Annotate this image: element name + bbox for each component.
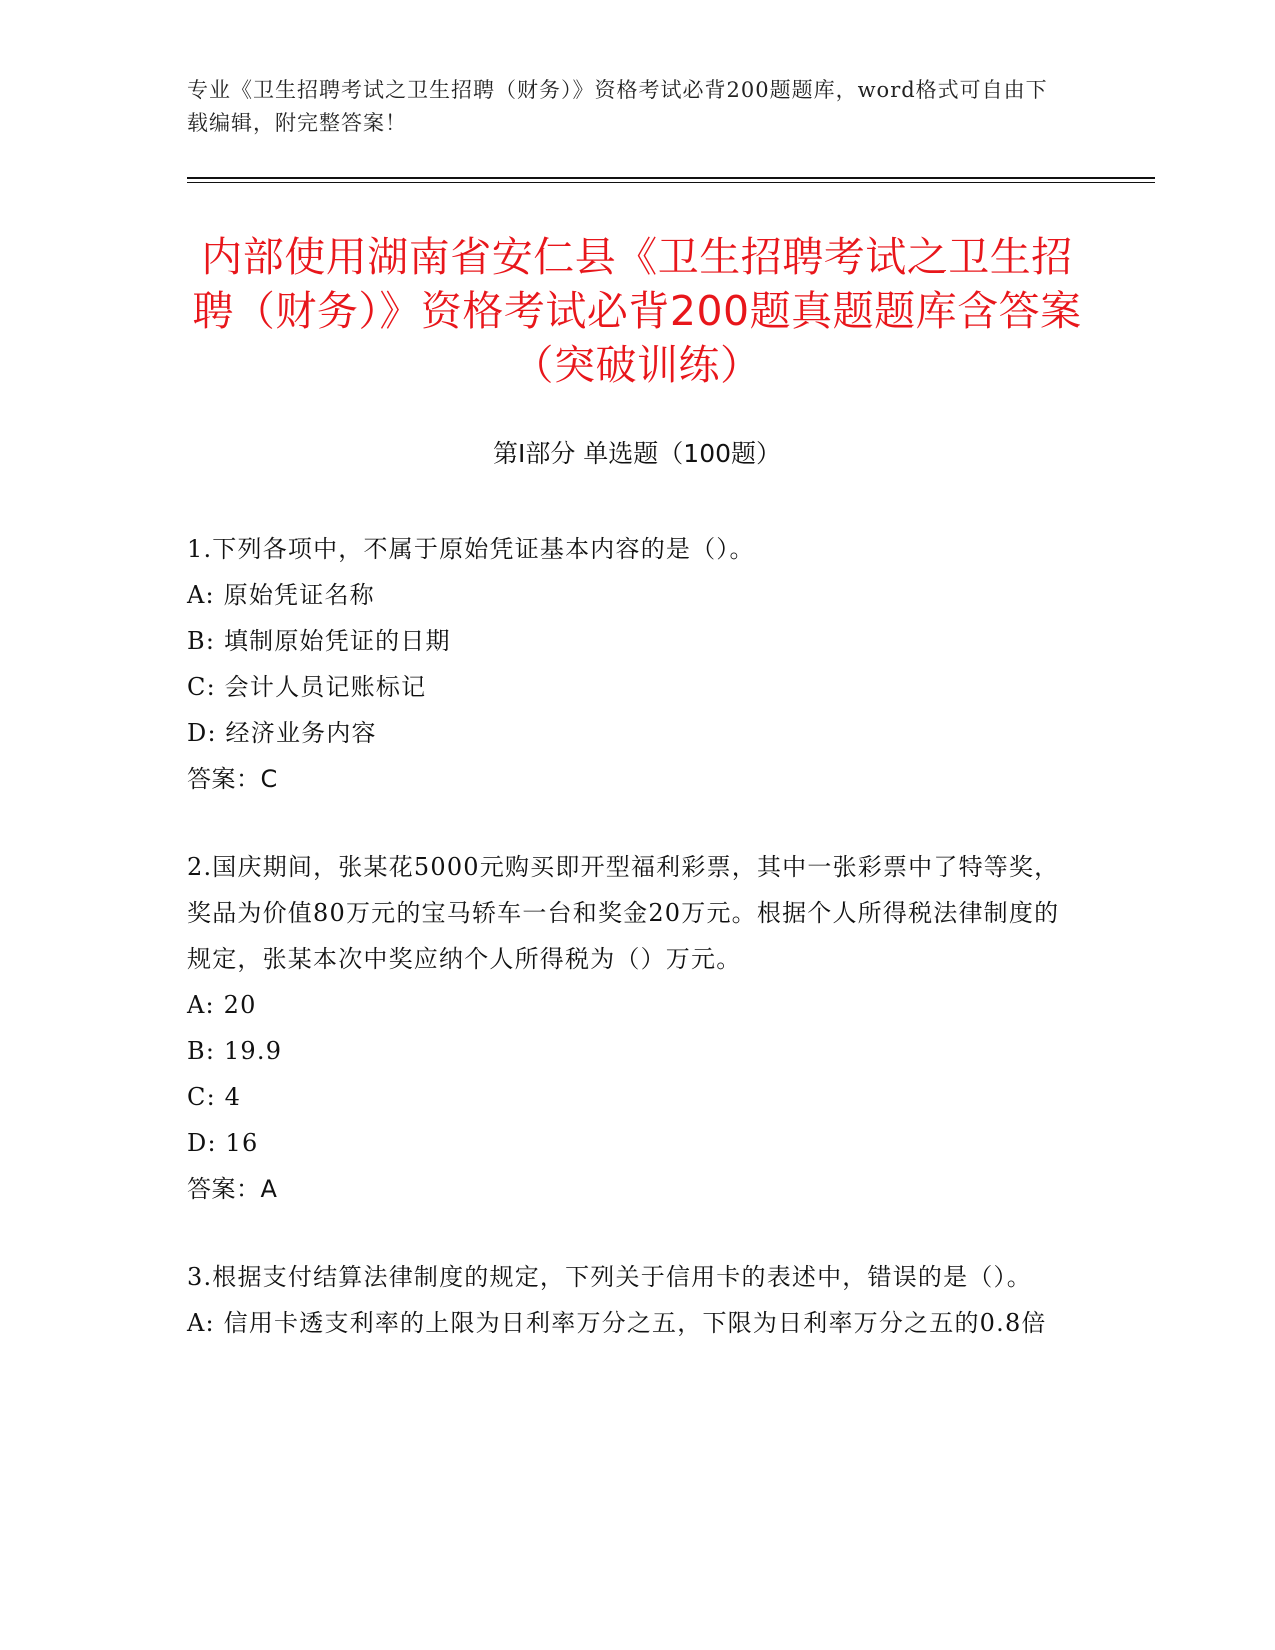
answer: 答案：A	[187, 1175, 278, 1203]
question-stem: 2.国庆期间，张某花5000元购买即开型福利彩票，其中一张彩票中了特等奖，奖品为价值80万元的宝马轿车一台和奖金20万元。根据个人所得税法律制度的规定，张某本次中奖应纳个人所得税为（）万元。	[187, 853, 1060, 973]
option-c: C: 会计人员记账标记	[187, 673, 427, 701]
option-a: A: 原始凭证名称	[187, 581, 375, 609]
question-stem: 1.下列各项中，不属于原始凭证基本内容的是（）。	[187, 535, 755, 563]
question-stem: 3.根据支付结算法律制度的规定，下列关于信用卡的表述中，错误的是（）。	[187, 1263, 1032, 1291]
section-title: 第Ⅰ部分 单选题（100题）	[492, 439, 782, 468]
option-d: D: 经济业务内容	[187, 719, 377, 747]
option-d: D: 16	[187, 1129, 259, 1157]
question-1	[187, 526, 1067, 802]
option-b: B: 填制原始凭证的日期	[187, 627, 451, 655]
option-a: A: 20	[187, 991, 257, 1019]
option-b: B: 19.9	[187, 1037, 283, 1065]
question-3	[187, 1254, 1067, 1346]
header-rule-thick	[187, 177, 1155, 179]
question-list	[187, 526, 1067, 1388]
question-2	[187, 844, 1067, 1212]
document-title: 内部使用湖南省安仁县《卫生招聘考试之卫生招聘（财务）》资格考试必背200题真题题库含答案（突破训练）	[192, 233, 1082, 389]
option-c: C: 4	[187, 1083, 242, 1111]
answer: 答案：C	[187, 765, 278, 793]
header-rule-thin	[187, 182, 1155, 183]
option-a: A: 信用卡透支利率的上限为日利率万分之五，下限为日利率万分之五的0.8倍	[187, 1309, 1047, 1337]
header-note: 专业《卫生招聘考试之卫生招聘（财务）》资格考试必背200题题库，word格式可自由下载编辑，附完整答案！	[187, 78, 1048, 135]
